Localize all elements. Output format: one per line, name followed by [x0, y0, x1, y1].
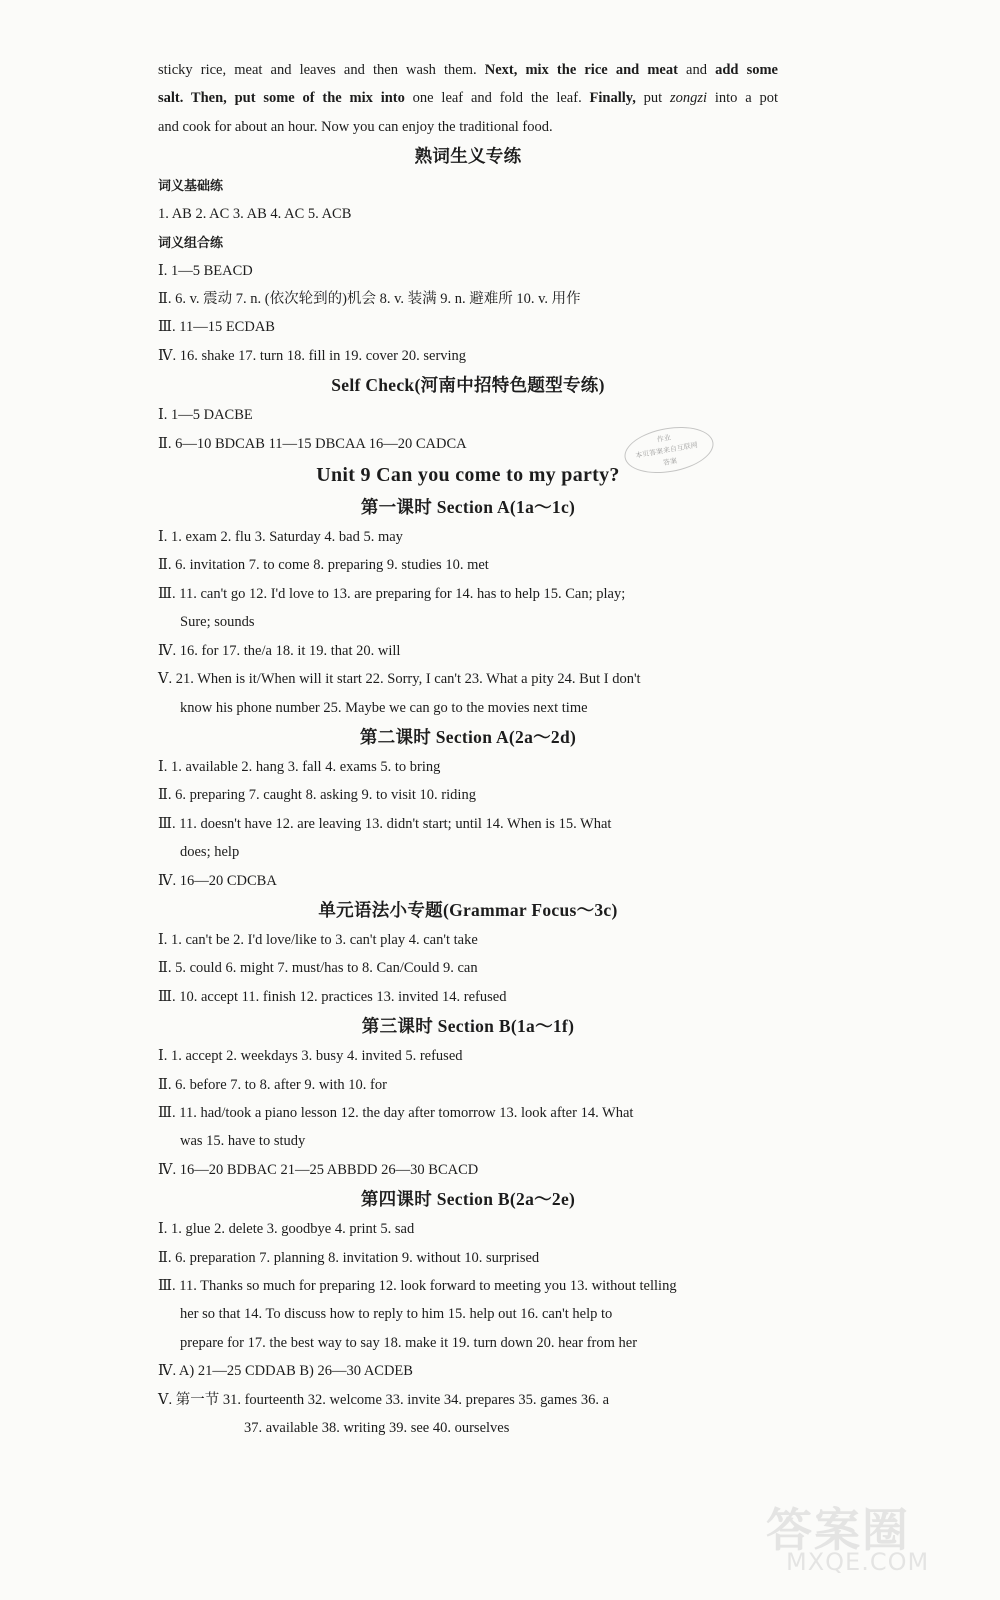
- italic-text: zongzi: [670, 90, 708, 107]
- answer-line: Ⅳ. 16. shake 17. turn 18. fill in 19. cover 20. serving: [158, 347, 467, 364]
- answer-line-cont: does; help: [180, 844, 240, 861]
- stamp-text: 答案: [662, 456, 678, 468]
- answer-line: Ⅱ. 6. before 7. to 8. after 9. with 10. for: [158, 1076, 387, 1093]
- answer-line: Ⅰ. 1—5 BEACD: [158, 262, 253, 279]
- answer-line: Ⅱ. 5. could 6. might 7. must/has to 8. Can/Could 9. can: [158, 960, 478, 977]
- bold-text: Finally,: [589, 90, 636, 107]
- section-title-vocab: 熟词生义专练: [414, 146, 522, 167]
- answer-line-cont: Sure; sounds: [180, 614, 255, 631]
- answer-line: Ⅰ. 1. exam 2. flu 3. Saturday 4. bad 5. may: [158, 529, 403, 546]
- subsection-title: 词义基础练: [158, 178, 224, 194]
- watermark-url: MXQE.COM: [786, 1548, 930, 1576]
- answer-line: Ⅲ. 11. Thanks so much for preparing 12. look forward to meeting you 13. without telling: [158, 1278, 677, 1294]
- answer-line: Ⅰ. 1. available 2. hang 3. fall 4. exams 5. to bring: [158, 758, 441, 775]
- bold-text: add some: [715, 62, 778, 78]
- answer-line-cont: prepare for 17. the best way to say 18. make it 19. turn down 20. hear from her: [180, 1334, 638, 1351]
- grammar-title: 单元语法小专题(Grammar Focus～3c): [318, 899, 618, 920]
- answer-line: Ⅳ. 16—20 BDBAC 21—25 ABBDD 26—30 BCACD: [158, 1161, 479, 1178]
- answer-line: Ⅴ. 21. When is it/When will it start 22. Sorry, I can't 23. What a pity 24. But I don't: [158, 671, 641, 688]
- answer-line: Ⅲ. 11. can't go 12. I'd love to 13. are preparing for 14. has to help 15. Can; play;: [158, 585, 626, 602]
- answer-line: Ⅱ. 6. v. 震动 7. n. (依次轮到的)机会 8. v. 装满 9. n. 避难所 10. v. 用作: [158, 291, 581, 308]
- bold-text: salt. Then, put some of the mix into: [158, 90, 405, 107]
- intro-line-3: and cook for about an hour. Now you can enjoy the traditional food.: [158, 118, 553, 135]
- text: one leaf and fold the leaf.: [404, 90, 590, 107]
- answer-line: Ⅱ. 6. preparation 7. planning 8. invitation 9. without 10. surprised: [158, 1249, 540, 1266]
- answer-line: Ⅳ. 16. for 17. the/a 18. it 19. that 20. will: [158, 642, 401, 659]
- stamp-text: 作业: [656, 433, 672, 444]
- answer-line-cont: 37. available 38. writing 39. see 40. ourselves: [244, 1420, 510, 1437]
- answer-line: Ⅲ. 11. had/took a piano lesson 12. the day after tomorrow 13. look after 14. What: [158, 1104, 634, 1121]
- intro-line-1: [158, 56, 778, 84]
- answer-line: Ⅰ. 1. glue 2. delete 3. goodbye 4. print 5. sad: [158, 1221, 415, 1238]
- answer-line: Ⅳ. 16—20 CDCBA: [158, 872, 277, 889]
- answer-line: Ⅰ. 1—5 DACBE: [158, 407, 253, 424]
- lesson-title: 第四课时 Section B(2a～2e): [360, 1189, 576, 1210]
- stamp-text: 本页答案来自互联网: [634, 441, 699, 460]
- text: into a pot: [707, 90, 779, 107]
- text: and: [677, 62, 716, 78]
- answer-line: Ⅴ. 第一节 31. fourteenth 32. welcome 33. invite 34. prepares 35. games 36. a: [158, 1391, 610, 1408]
- text: sticky rice, meat and leaves and then wash them.: [158, 62, 485, 78]
- answer-line: Ⅲ. 11. doesn't have 12. are leaving 13. didn't start; until 14. When is 15. What: [158, 815, 612, 832]
- answer-line: Ⅲ. 11—15 ECDAB: [158, 319, 275, 336]
- answer-line: Ⅰ. 1. accept 2. weekdays 3. busy 4. invited 5. refused: [158, 1048, 463, 1065]
- lesson-title: 第一课时 Section A(1a～1c): [360, 497, 576, 518]
- answer-line: Ⅱ. 6. preparing 7. caught 8. asking 9. to visit 10. riding: [158, 787, 476, 804]
- lesson-title: 第三课时 Section B(1a～1f): [361, 1016, 575, 1037]
- answer-page: [158, 56, 778, 1442]
- watermark-text: 答案圈: [766, 1503, 910, 1557]
- intro-line-2: [158, 84, 778, 112]
- watermark-logo: [766, 1494, 976, 1584]
- answer-line: Ⅱ. 6. invitation 7. to come 8. preparing 9. studies 10. met: [158, 557, 489, 574]
- unit-title: Unit 9 Can you come to my party?: [316, 464, 620, 487]
- answer-line: Ⅲ. 10. accept 11. finish 12. practices 13. invited 14. refused: [158, 988, 507, 1005]
- answer-line: Ⅳ. A) 21—25 CDDAB B) 26—30 ACDEB: [158, 1363, 413, 1380]
- text: put: [635, 90, 670, 107]
- answer-line-cont: her so that 14. To discuss how to reply to him 15. help out 16. can't help to: [180, 1306, 613, 1323]
- subsection-title: 词义组合练: [158, 234, 224, 250]
- lesson-title: 第二课时 Section A(2a～2d): [359, 726, 577, 747]
- answer-line: Ⅱ. 6—10 BDCAB 11—15 DBCAA 16—20 CADCA: [158, 435, 467, 452]
- bold-text: Next, mix the rice and meat: [484, 62, 678, 78]
- answer-line: 1. AB 2. AC 3. AB 4. AC 5. ACB: [158, 206, 352, 223]
- answer-line: Ⅰ. 1. can't be 2. I'd love/like to 3. can't play 4. can't take: [158, 931, 478, 948]
- section-title-self-check: Self Check(河南中招特色题型专练): [331, 375, 605, 396]
- answer-line-cont: was 15. have to study: [180, 1133, 306, 1150]
- answer-line-cont: know his phone number 25. Maybe we can go to the movies next time: [180, 699, 588, 716]
